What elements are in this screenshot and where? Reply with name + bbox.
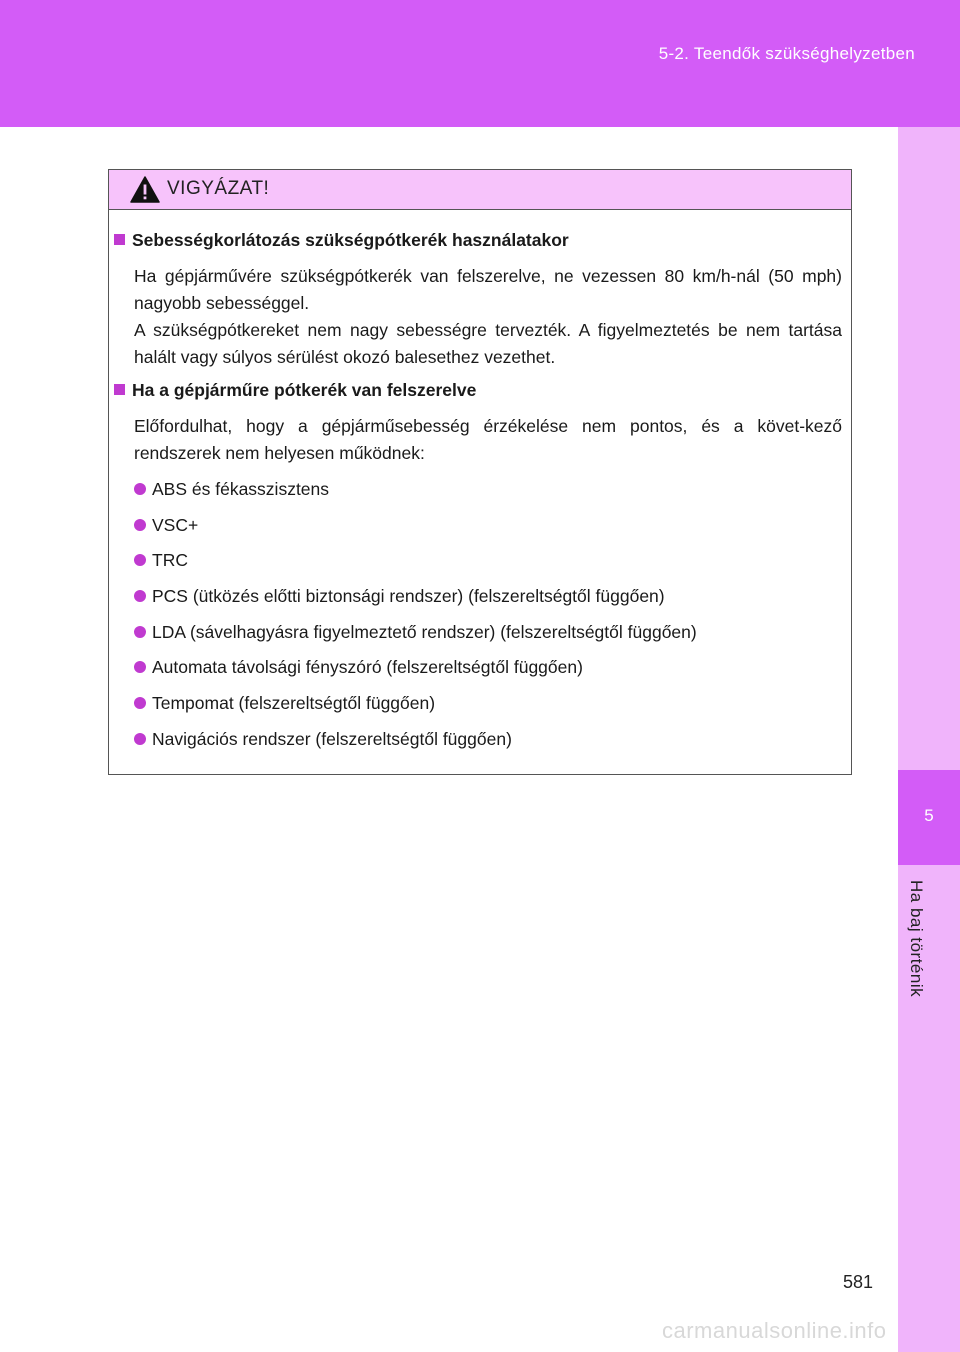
list-item bbox=[134, 693, 435, 714]
warning-triangle-icon bbox=[130, 176, 160, 203]
paragraph: A szükségpótkereket nem nagy sebességre tervezték. A figyelmeztetés be nem tartása halált vagy súlyos sérülést okozó balesethez vezethet. bbox=[134, 320, 842, 367]
list-item-text: Automata távolsági fényszóró (felszereltségtől függően) bbox=[152, 657, 583, 677]
square-bullet-icon bbox=[114, 384, 125, 395]
list-item-text: TRC bbox=[152, 550, 188, 570]
circle-bullet-icon bbox=[134, 483, 146, 495]
list-item bbox=[134, 550, 188, 571]
paragraph: Ha gépjárművére szükségpótkerék van felszerelve, ne vezessen 80 km/h-nál (50 mph) nagyobb sebességgel. bbox=[134, 266, 842, 313]
square-bullet-icon bbox=[114, 234, 125, 245]
paragraph: Előfordulhat, hogy a gépjárműsebesség érzékelése nem pontos, és a követ-kező rendszerek nem helyesen működnek: bbox=[134, 416, 842, 463]
list-item-text: Tempomat (felszereltségtől függően) bbox=[152, 693, 436, 713]
circle-bullet-icon bbox=[134, 661, 146, 673]
page-number: 581 bbox=[843, 1272, 874, 1292]
caution-box bbox=[108, 169, 852, 775]
chapter-number: 5 bbox=[924, 806, 934, 825]
circle-bullet-icon bbox=[134, 554, 146, 566]
section-heading-text: Sebességkorlátozás szükségpótkerék használatakor bbox=[132, 230, 569, 250]
watermark: carmanualsonline.info bbox=[662, 1318, 887, 1343]
list-item-text: Navigációs rendszer (felszereltségtől függően) bbox=[152, 729, 512, 749]
caution-header bbox=[109, 170, 851, 210]
list-item bbox=[134, 515, 198, 536]
list-item bbox=[134, 622, 697, 643]
section-heading bbox=[114, 230, 569, 251]
list-item bbox=[134, 479, 329, 500]
section-heading bbox=[114, 380, 476, 401]
list-item-text: VSC+ bbox=[152, 515, 199, 535]
header-band bbox=[0, 0, 960, 127]
chapter-label: Ha baj történik bbox=[907, 880, 926, 998]
circle-bullet-icon bbox=[134, 733, 146, 745]
list-item-text: PCS (ütközés előtti biztonsági rendszer) (felszereltségtől függően) bbox=[152, 586, 665, 606]
list-item bbox=[134, 657, 583, 678]
list-item bbox=[134, 729, 512, 750]
section-title: 5-2. Teendők szükséghelyzetben bbox=[658, 44, 915, 63]
circle-bullet-icon bbox=[134, 626, 146, 638]
list-item bbox=[134, 586, 665, 607]
circle-bullet-icon bbox=[134, 697, 146, 709]
circle-bullet-icon bbox=[134, 590, 146, 602]
section-heading-text: Ha a gépjárműre pótkerék van felszerelve bbox=[132, 380, 477, 400]
caution-title: VIGYÁZAT! bbox=[167, 178, 270, 199]
list-item-text: LDA (sávelhagyásra figyelmeztető rendszer) (felszereltségtől függően) bbox=[152, 622, 697, 642]
list-item-text: ABS és fékasszisztens bbox=[152, 479, 330, 499]
circle-bullet-icon bbox=[134, 519, 146, 531]
chapter-side-tab bbox=[898, 127, 960, 1352]
